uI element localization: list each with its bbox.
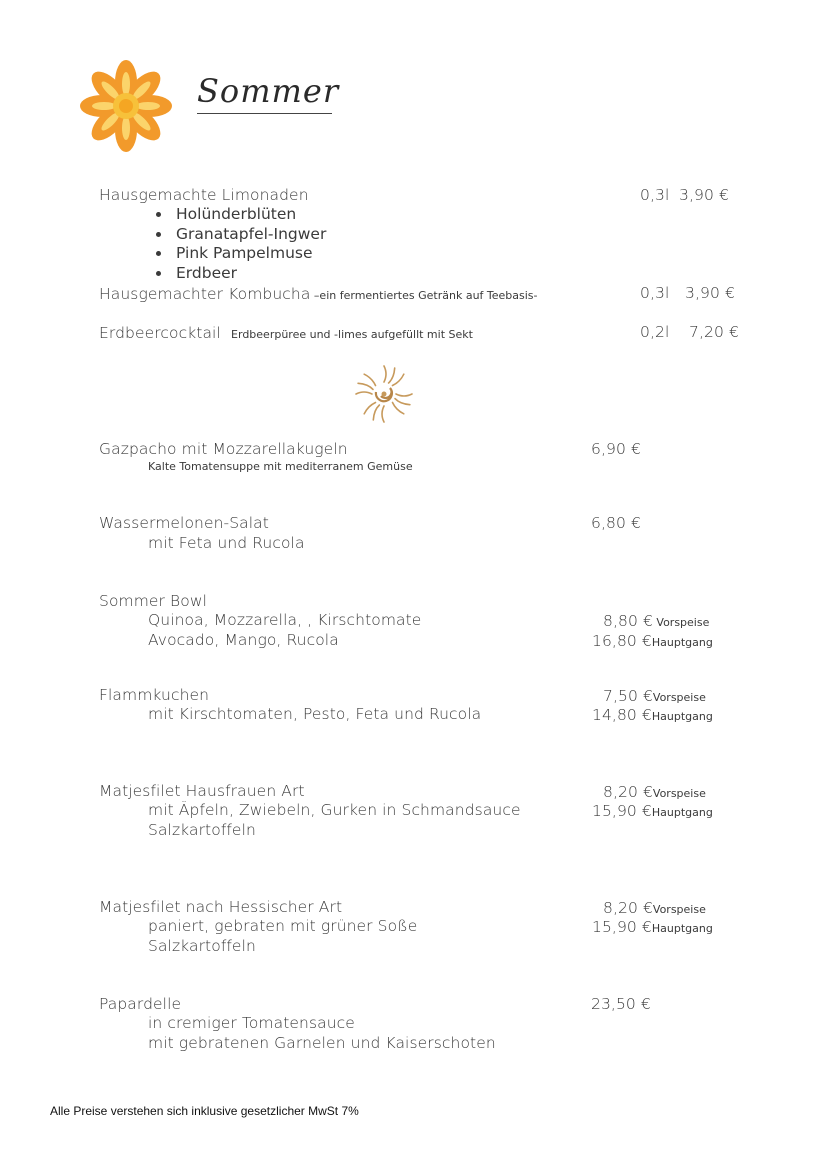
item-description: mit Feta und Rucola	[148, 534, 305, 552]
price-starter	[603, 686, 706, 705]
title-underline	[197, 113, 332, 114]
menu-item	[99, 284, 538, 303]
item-description: Salzkartoffeln	[148, 821, 256, 839]
sun-swirl-icon	[354, 364, 414, 424]
price-label: Vorspeise	[652, 616, 710, 629]
item-name: Erdbeercocktail	[99, 324, 221, 342]
item-description: Erdbeerpüree und -limes aufgefüllt mit Sekt	[231, 328, 473, 341]
price-starter	[603, 782, 706, 801]
page-title: Sommer	[197, 72, 340, 110]
list-item: • Holünderblüten	[172, 205, 326, 225]
price-main	[592, 705, 713, 724]
item-name: Wassermelonen-Salat	[99, 514, 269, 532]
item-description: in cremiger Tomatensauce	[148, 1014, 355, 1032]
orange-flower-icon	[80, 60, 172, 152]
item-price: 16,80 €	[592, 632, 652, 650]
item-price: 8,80 €	[603, 612, 653, 630]
price-label: Vorspeise	[652, 787, 706, 800]
item-name: Matjesfilet nach Hessischer Art	[99, 898, 343, 916]
item-price: 6,80 €	[591, 514, 641, 532]
price-label: Vorspeise	[652, 691, 706, 704]
price-label: Hauptgang	[651, 710, 713, 723]
item-description: mit gebratenen Garnelen und Kaiserschoten	[148, 1034, 496, 1052]
item-description: Avocado, Mango, Rucola	[148, 631, 339, 649]
price-main	[592, 917, 713, 936]
item-price: 14,80 €	[592, 706, 652, 724]
item-name: Flammkuchen	[99, 686, 210, 704]
item-description: Kalte Tomatensuppe mit mediterranem Gemüse	[148, 460, 413, 473]
price-label: Vorspeise	[652, 903, 706, 916]
menu-item	[99, 323, 473, 342]
item-price: 23,50 €	[591, 995, 651, 1013]
price-label: Hauptgang	[651, 636, 713, 649]
footer-note: Alle Preise verstehen sich inklusive gesetzlicher MwSt 7%	[50, 1104, 359, 1118]
item-name: Hausgemachte Limonaden	[99, 186, 309, 204]
item-name: Hausgemachter Kombucha	[99, 285, 311, 303]
price-main	[592, 801, 713, 820]
list-item: • Erdbeer	[172, 264, 326, 284]
item-price: 3,90 €	[679, 186, 729, 204]
item-price: 6,90 €	[591, 440, 641, 458]
item-price: 15,90 €	[592, 802, 652, 820]
item-description: mit Kirschtomaten, Pesto, Feta und Rucola	[148, 705, 482, 723]
item-description: paniert, gebraten mit grüner Soße	[148, 917, 418, 935]
price-label: Hauptgang	[651, 806, 713, 819]
item-price: 8,20 €	[603, 783, 653, 801]
price-starter	[603, 611, 709, 630]
item-description: Salzkartoffeln	[148, 937, 256, 955]
item-name: Gazpacho mit Mozzarellakugeln	[99, 440, 348, 458]
item-size: 0,3l	[640, 284, 670, 302]
item-price: 3,90 €	[685, 284, 735, 302]
item-size: 0,2l	[640, 323, 670, 341]
list-item: • Pink Pampelmuse	[172, 244, 326, 264]
flavor-list	[130, 205, 326, 283]
item-price: 15,90 €	[592, 918, 652, 936]
price-label: Hauptgang	[651, 922, 713, 935]
item-name: Papardelle	[99, 995, 182, 1013]
item-price: 7,50 €	[603, 687, 653, 705]
item-price: 8,20 €	[603, 899, 653, 917]
price-starter	[603, 898, 706, 917]
item-name: Matjesfilet Hausfrauen Art	[99, 782, 305, 800]
item-name: Sommer Bowl	[99, 592, 208, 610]
list-item: • Granatapfel-Ingwer	[172, 225, 326, 245]
price-main	[592, 631, 713, 650]
item-description: mit Äpfeln, Zwiebeln, Gurken in Schmandsauce	[148, 801, 521, 819]
item-size: 0,3l	[640, 186, 670, 204]
item-description: –ein fermentiertes Getränk auf Teebasis-	[310, 289, 538, 302]
item-price: 7,20 €	[689, 323, 739, 341]
item-description: Quinoa, Mozzarella, , Kirschtomate	[148, 611, 422, 629]
